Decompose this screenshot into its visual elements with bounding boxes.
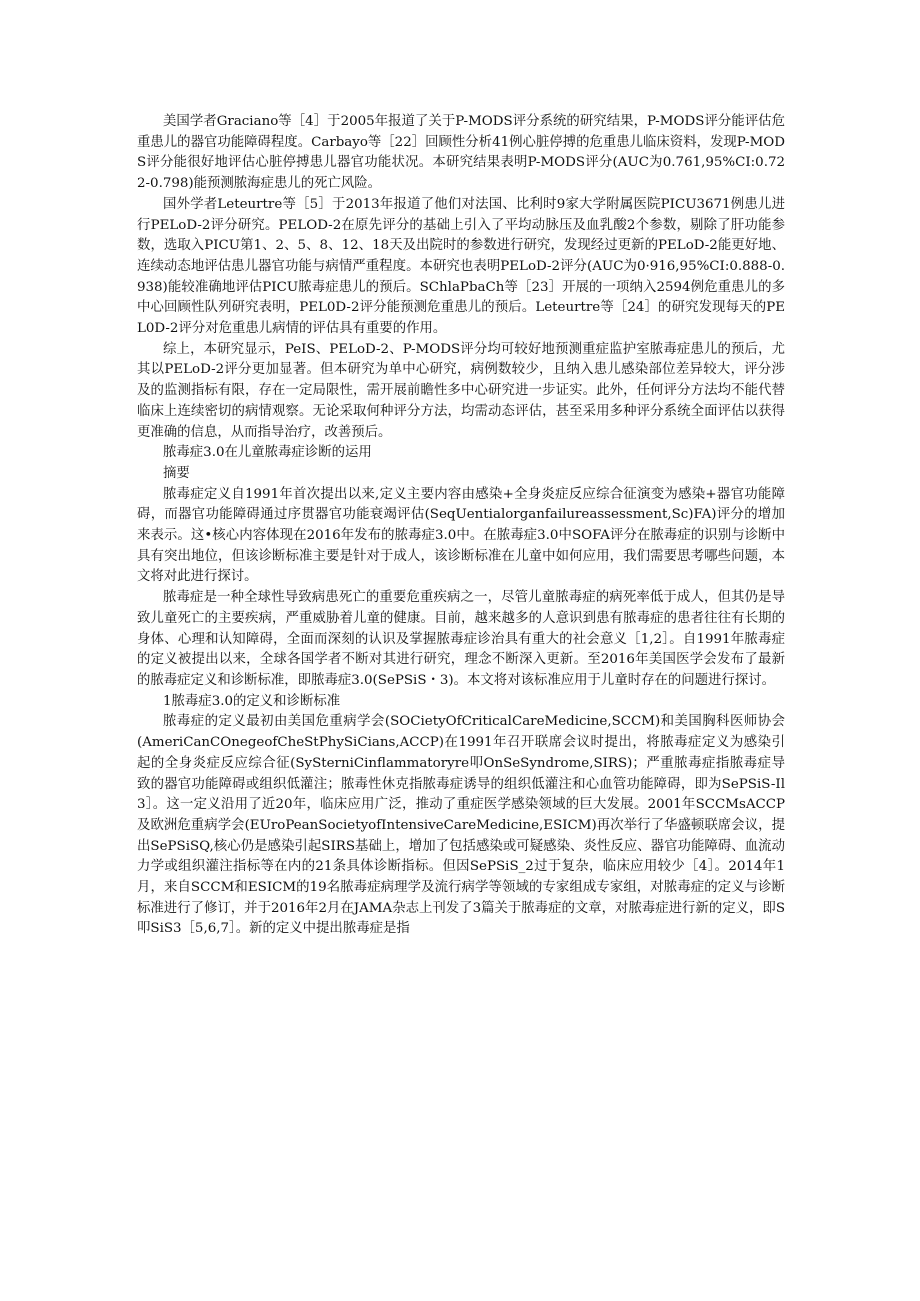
section-heading-1: 1脓毒症3.0的定义和诊断标准 xyxy=(163,693,341,709)
paragraph-p-mods: 美国学者Graciano等［4］于2005年报道了关于P-MODS评分系统的研究结果，P-MODS评分能评估危重患儿的器官功能障碍程度。Carbayo等［22］回顾性分析41例心脏停搏的危重患儿临床资料，发现P-MODS评分能很好地评估心脏停搏患儿器官功能状况。本研究结果表明P-MODS评分(AUC为0.761,95%CI:0.722-0.798)能预测脓海症患儿的死亡风险。 xyxy=(137,114,785,192)
paragraph-pelod-2: 国外学者Leteurtre等［5］于2013年报道了他们对法国、比利时9家大学附属医院PICU3671例患儿进行PELoD-2评分研究。PELOD-2在原先评分的基础上引入了平均动脉压及血乳酸2个参数，剔除了肝功能参数，选取入PICU第1、2、5、8、12、18天及出院时的参数进行研究，发现经过更新的PELoD-2能更好地、连续动态地评估患儿器官功能与病情严重程度。本研究也表明PELoD-2评分(AUC为0·916,95%CI:0.888-0.938)能较准确地评估PICU脓毒症患儿的预后。SChlaPbaCh等［23］开展的一项纳入2594例危重患儿的多中心回顾性队列研究表明，PEL0D-2评分能预测危重患儿的预后。Leteurtre等［24］的研究发现每天的PEL0D-2评分对危重患儿病情的评估具有重要的作用。 xyxy=(137,196,785,337)
abstract-heading: 摘要 xyxy=(163,465,190,481)
paragraph-definition: 脓毒症的定义最初由美国危重病学会(SOCietyOfCriticalCareMedicine,SCCM)和美国胸科医师协会(AmeriCanCOnegeofCheStPhySiCians,ACCP)在1991年召开联席会议时提出，将脓毒症定义为感染引起的全身炎症反应综合征(SySterniCinflammatoryre叩OnSeSyndrome,SIRS)；严重脓毒症指脓毒症导致的器官功能障碍或组织低灌注；脓毒性休克指脓毒症诱导的组织低灌注和心血管功能障碍，即为SePSiS-Il3］。这一定义沿用了近20年，临床应用广泛，推动了重症医学感染领域的巨大发展。2001年SCCMsACCP及欧洲危重病学会(EUroPeanSocietyofIntensiveCareMedicine,ESICM)再次举行了华盛顿联席会议，提出SePSiSQ,核心仍是感染引起SIRS基础上，增加了包括感染或可疑感染、炎性反应、器官功能障碍、血流动力学或组织灌注指标等在内的21条具体诊断指标。但因SePSiS_2过于复杂，临床应用较少［4］。2014年1月，来自SCCM和ESICM的19名脓毒症病理学及流行病学等领域的专家组成专家组，对脓毒症的定义与诊断标准进行了修订，并于2016年2月在JAMA杂志上刊发了3篇关于脓毒症的文章，对脓毒症进行新的定义，即S叩SiS3［5,6,7］。新的定义中提出脓毒症是指 xyxy=(137,714,785,937)
article-title: 脓毒症3.0在儿童脓毒症诊断的运用 xyxy=(163,445,372,461)
paragraph-summary: 综上，本研究显示，PeIS、PELoD-2、P-MODS评分均可较好地预测重症监护室脓毒症患儿的预后，尤其以PELoD-2评分更加显著。但本研究为单中心研究，病例数较少，且纳入患儿感染部位差异较大，评分涉及的监测指标有限，存在一定局限性，需开展前瞻性多中心研究进一步证实。此外，任何评分方法均不能代替临床上连续密切的病情观察。无论采取何种评分方法，均需动态评估，甚至采用多种评分系统全面评估以获得更准确的信息，从而指导治疗，改善预后。 xyxy=(137,341,785,440)
paragraph-introduction: 脓毒症是一种全球性导致病患死亡的重要危重疾病之一，尽管儿童脓毒症的病死率低于成人，但其仍是导致儿童死亡的主要疾病，严重威胁着儿童的健康。目前，越来越多的人意识到患有脓毒症的患者往往有长期的身体、心理和认知障碍，全面而深刻的认识及掌握脓毒症诊治具有重大的社会意义［1,2］。自1991年脓毒症的定义被提出以来，全球各国学者不断对其进行研究，理念不断深入更新。至2016年美国医学会发布了最新的脓毒症定义和诊断标准，即脓毒症3.0(SePSiS・3)。本文将对该标准应用于儿童时存在的问题进行探讨。 xyxy=(137,590,785,688)
paragraph-abstract: 脓毒症定义自1991年首次提出以来,定义主要内容由感染+全身炎症反应综合征演变为感染+器官功能障碍，而器官功能障碍通过序贯器官功能衰竭评估(SeqUentialorganfailureassessment,Sc)FA)评分的增加来表示。这•核心内容体现在2016年发布的脓毒症3.0中。在脓毒症3.0中SOFA评分在脓毒症的识别与诊断中具有突出地位，但该诊断标准主要是针对于成人，该诊断标准在儿童中如何应用，我们需要思考哪些问题，本文将对此进行探讨。 xyxy=(137,486,785,585)
document-body xyxy=(137,112,785,940)
